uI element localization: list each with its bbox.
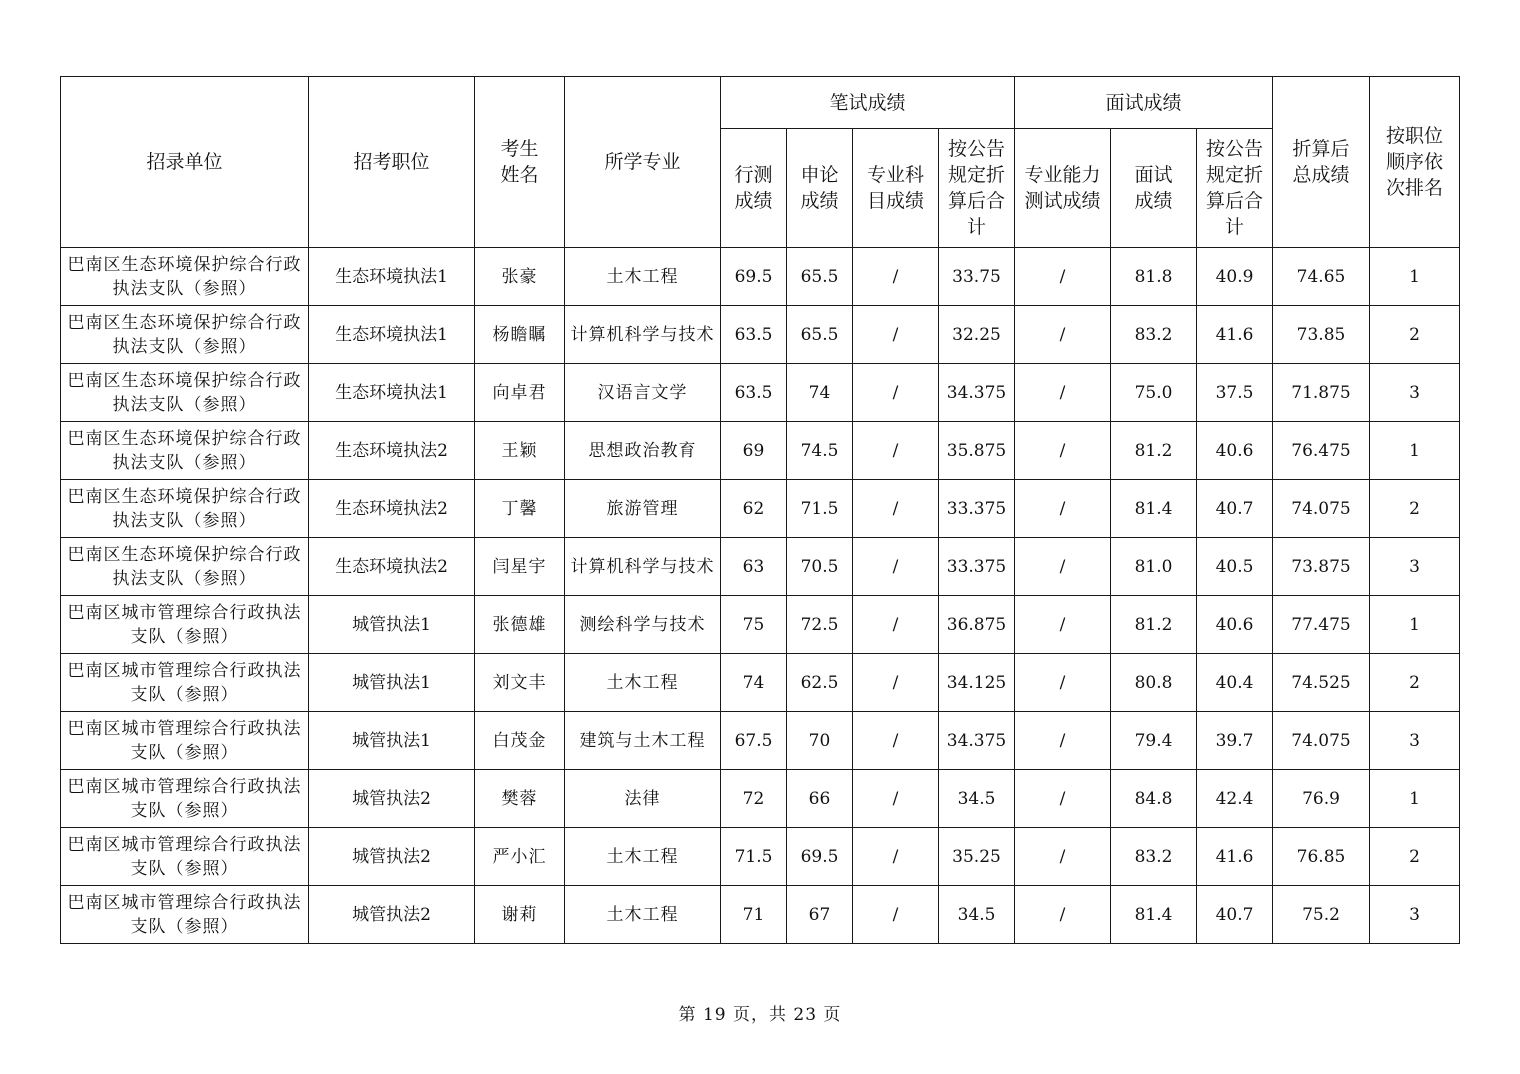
cell-xingce: 71 (721, 886, 787, 944)
cell-xingce: 75 (721, 596, 787, 654)
cell-position: 城管执法1 (309, 712, 475, 770)
cell-position: 生态环境执法1 (309, 248, 475, 306)
cell-shenlun: 65.5 (787, 306, 853, 364)
cell-interview-converted: 40.7 (1197, 886, 1273, 944)
cell-xingce: 62 (721, 480, 787, 538)
cell-interview-score: 75.0 (1111, 364, 1197, 422)
cell-unit: 巴南区城市管理综合行政执法支队（参照） (61, 770, 309, 828)
header-name: 考生 姓名 (475, 77, 565, 248)
cell-shenlun: 74.5 (787, 422, 853, 480)
cell-xingce: 69 (721, 422, 787, 480)
cell-prof-subject: / (853, 480, 939, 538)
cell-rank: 2 (1370, 480, 1460, 538)
cell-name: 丁馨 (475, 480, 565, 538)
cell-prof-subject: / (853, 596, 939, 654)
cell-interview-converted: 40.9 (1197, 248, 1273, 306)
cell-total: 73.85 (1273, 306, 1370, 364)
cell-position: 城管执法1 (309, 654, 475, 712)
table-row (61, 306, 1460, 364)
cell-major: 土木工程 (565, 654, 721, 712)
cell-prof-subject: / (853, 248, 939, 306)
cell-rank: 3 (1370, 538, 1460, 596)
cell-name: 张豪 (475, 248, 565, 306)
cell-interview-score: 81.8 (1111, 248, 1197, 306)
cell-rank: 1 (1370, 248, 1460, 306)
cell-name: 谢莉 (475, 886, 565, 944)
cell-unit: 巴南区城市管理综合行政执法支队（参照） (61, 886, 309, 944)
header-interview-converted: 按公告 规定折 算后合 计 (1197, 129, 1273, 248)
cell-shenlun: 69.5 (787, 828, 853, 886)
cell-prof-subject: / (853, 364, 939, 422)
cell-interview-converted: 40.7 (1197, 480, 1273, 538)
cell-position: 生态环境执法2 (309, 538, 475, 596)
cell-interview-converted: 41.6 (1197, 306, 1273, 364)
cell-prof-subject: / (853, 712, 939, 770)
header-position: 招考职位 (309, 77, 475, 248)
cell-interview-score: 81.0 (1111, 538, 1197, 596)
cell-xingce: 72 (721, 770, 787, 828)
cell-interview-converted: 40.5 (1197, 538, 1273, 596)
cell-written-converted: 35.875 (939, 422, 1015, 480)
cell-written-converted: 34.5 (939, 770, 1015, 828)
cell-unit: 巴南区城市管理综合行政执法支队（参照） (61, 596, 309, 654)
table-row (61, 828, 1460, 886)
cell-written-converted: 34.5 (939, 886, 1015, 944)
cell-name: 向卓君 (475, 364, 565, 422)
cell-shenlun: 62.5 (787, 654, 853, 712)
table-row (61, 886, 1460, 944)
table-row (61, 364, 1460, 422)
cell-major: 测绘科学与技术 (565, 596, 721, 654)
cell-major: 思想政治教育 (565, 422, 721, 480)
header-total: 折算后 总成绩 (1273, 77, 1370, 248)
cell-interview-converted: 39.7 (1197, 712, 1273, 770)
cell-total: 71.875 (1273, 364, 1370, 422)
header-unit: 招录单位 (61, 77, 309, 248)
cell-prof-subject: / (853, 828, 939, 886)
cell-shenlun: 67 (787, 886, 853, 944)
cell-prof-subject: / (853, 422, 939, 480)
cell-unit: 巴南区城市管理综合行政执法支队（参照） (61, 654, 309, 712)
cell-interview-score: 83.2 (1111, 828, 1197, 886)
cell-rank: 1 (1370, 770, 1460, 828)
cell-shenlun: 66 (787, 770, 853, 828)
cell-prof-ability: / (1015, 538, 1111, 596)
cell-written-converted: 32.25 (939, 306, 1015, 364)
page-footer: 第 19 页，共 23 页 (678, 1005, 842, 1025)
cell-position: 生态环境执法1 (309, 364, 475, 422)
cell-name: 王颖 (475, 422, 565, 480)
cell-rank: 2 (1370, 306, 1460, 364)
cell-prof-ability: / (1015, 596, 1111, 654)
cell-shenlun: 72.5 (787, 596, 853, 654)
cell-major: 土木工程 (565, 828, 721, 886)
cell-name: 杨瞻瞩 (475, 306, 565, 364)
cell-xingce: 71.5 (721, 828, 787, 886)
cell-total: 74.65 (1273, 248, 1370, 306)
table-row (61, 596, 1460, 654)
cell-interview-score: 81.2 (1111, 422, 1197, 480)
cell-prof-ability: / (1015, 480, 1111, 538)
header-prof-subject: 专业科 目成绩 (853, 129, 939, 248)
cell-major: 建筑与土木工程 (565, 712, 721, 770)
cell-rank: 3 (1370, 712, 1460, 770)
cell-position: 生态环境执法2 (309, 422, 475, 480)
cell-shenlun: 71.5 (787, 480, 853, 538)
cell-prof-ability: / (1015, 770, 1111, 828)
cell-total: 74.075 (1273, 712, 1370, 770)
cell-major: 土木工程 (565, 248, 721, 306)
cell-total: 77.475 (1273, 596, 1370, 654)
table-row (61, 770, 1460, 828)
cell-written-converted: 33.375 (939, 480, 1015, 538)
cell-prof-ability: / (1015, 654, 1111, 712)
table-row (61, 538, 1460, 596)
header-interview-score: 面试 成绩 (1111, 129, 1197, 248)
cell-written-converted: 33.375 (939, 538, 1015, 596)
table-body (61, 248, 1460, 944)
cell-shenlun: 70 (787, 712, 853, 770)
cell-rank: 2 (1370, 828, 1460, 886)
cell-prof-ability: / (1015, 364, 1111, 422)
cell-interview-converted: 42.4 (1197, 770, 1273, 828)
cell-prof-ability: / (1015, 712, 1111, 770)
cell-total: 76.9 (1273, 770, 1370, 828)
cell-position: 城管执法2 (309, 770, 475, 828)
header-interview-group: 面试成绩 (1015, 77, 1273, 129)
score-table (60, 76, 1460, 944)
cell-name: 严小汇 (475, 828, 565, 886)
table-row (61, 248, 1460, 306)
cell-written-converted: 33.75 (939, 248, 1015, 306)
cell-total: 73.875 (1273, 538, 1370, 596)
cell-total: 76.475 (1273, 422, 1370, 480)
cell-written-converted: 35.25 (939, 828, 1015, 886)
header-row-top (61, 77, 1460, 129)
cell-prof-subject: / (853, 306, 939, 364)
cell-unit: 巴南区生态环境保护综合行政执法支队（参照） (61, 480, 309, 538)
cell-interview-converted: 41.6 (1197, 828, 1273, 886)
cell-interview-score: 83.2 (1111, 306, 1197, 364)
cell-prof-subject: / (853, 538, 939, 596)
header-written-group: 笔试成绩 (721, 77, 1015, 129)
cell-prof-ability: / (1015, 422, 1111, 480)
cell-interview-score: 81.4 (1111, 480, 1197, 538)
cell-unit: 巴南区生态环境保护综合行政执法支队（参照） (61, 306, 309, 364)
cell-interview-score: 81.2 (1111, 596, 1197, 654)
cell-unit: 巴南区生态环境保护综合行政执法支队（参照） (61, 364, 309, 422)
cell-xingce: 69.5 (721, 248, 787, 306)
cell-position: 城管执法2 (309, 828, 475, 886)
cell-shenlun: 74 (787, 364, 853, 422)
cell-xingce: 63.5 (721, 364, 787, 422)
cell-interview-converted: 37.5 (1197, 364, 1273, 422)
cell-written-converted: 36.875 (939, 596, 1015, 654)
cell-unit: 巴南区生态环境保护综合行政执法支队（参照） (61, 538, 309, 596)
cell-interview-score: 84.8 (1111, 770, 1197, 828)
cell-position: 生态环境执法1 (309, 306, 475, 364)
cell-interview-converted: 40.4 (1197, 654, 1273, 712)
cell-prof-subject: / (853, 770, 939, 828)
header-prof-ability: 专业能力 测试成绩 (1015, 129, 1111, 248)
cell-name: 刘文丰 (475, 654, 565, 712)
cell-prof-ability: / (1015, 828, 1111, 886)
cell-interview-score: 79.4 (1111, 712, 1197, 770)
cell-position: 城管执法1 (309, 596, 475, 654)
cell-written-converted: 34.375 (939, 364, 1015, 422)
table-row (61, 712, 1460, 770)
cell-rank: 1 (1370, 596, 1460, 654)
cell-interview-score: 80.8 (1111, 654, 1197, 712)
cell-name: 白茂金 (475, 712, 565, 770)
cell-position: 生态环境执法2 (309, 480, 475, 538)
cell-major: 法律 (565, 770, 721, 828)
cell-unit: 巴南区生态环境保护综合行政执法支队（参照） (61, 422, 309, 480)
table-row (61, 480, 1460, 538)
cell-interview-converted: 40.6 (1197, 596, 1273, 654)
cell-written-converted: 34.375 (939, 712, 1015, 770)
cell-unit: 巴南区城市管理综合行政执法支队（参照） (61, 828, 309, 886)
cell-xingce: 74 (721, 654, 787, 712)
cell-xingce: 67.5 (721, 712, 787, 770)
cell-prof-ability: / (1015, 248, 1111, 306)
cell-total: 76.85 (1273, 828, 1370, 886)
cell-major: 旅游管理 (565, 480, 721, 538)
cell-major: 计算机科学与技术 (565, 538, 721, 596)
cell-shenlun: 70.5 (787, 538, 853, 596)
header-major: 所学专业 (565, 77, 721, 248)
cell-total: 74.525 (1273, 654, 1370, 712)
header-xingce: 行测 成绩 (721, 129, 787, 248)
table-row (61, 422, 1460, 480)
cell-rank: 3 (1370, 886, 1460, 944)
table-row (61, 654, 1460, 712)
cell-prof-subject: / (853, 654, 939, 712)
cell-xingce: 63.5 (721, 306, 787, 364)
cell-total: 74.075 (1273, 480, 1370, 538)
cell-major: 计算机科学与技术 (565, 306, 721, 364)
cell-interview-converted: 40.6 (1197, 422, 1273, 480)
header-written-converted: 按公告 规定折 算后合 计 (939, 129, 1015, 248)
cell-name: 樊蓉 (475, 770, 565, 828)
cell-unit: 巴南区城市管理综合行政执法支队（参照） (61, 712, 309, 770)
cell-rank: 2 (1370, 654, 1460, 712)
cell-prof-subject: / (853, 886, 939, 944)
cell-position: 城管执法2 (309, 886, 475, 944)
cell-prof-ability: / (1015, 886, 1111, 944)
cell-xingce: 63 (721, 538, 787, 596)
cell-total: 75.2 (1273, 886, 1370, 944)
cell-major: 汉语言文学 (565, 364, 721, 422)
cell-written-converted: 34.125 (939, 654, 1015, 712)
header-shenlun: 申论 成绩 (787, 129, 853, 248)
cell-rank: 3 (1370, 364, 1460, 422)
cell-interview-score: 81.4 (1111, 886, 1197, 944)
cell-name: 张德雄 (475, 596, 565, 654)
cell-major: 土木工程 (565, 886, 721, 944)
cell-prof-ability: / (1015, 306, 1111, 364)
cell-rank: 1 (1370, 422, 1460, 480)
cell-name: 闫星宇 (475, 538, 565, 596)
cell-shenlun: 65.5 (787, 248, 853, 306)
cell-unit: 巴南区生态环境保护综合行政执法支队（参照） (61, 248, 309, 306)
header-rank: 按职位 顺序依 次排名 (1370, 77, 1460, 248)
